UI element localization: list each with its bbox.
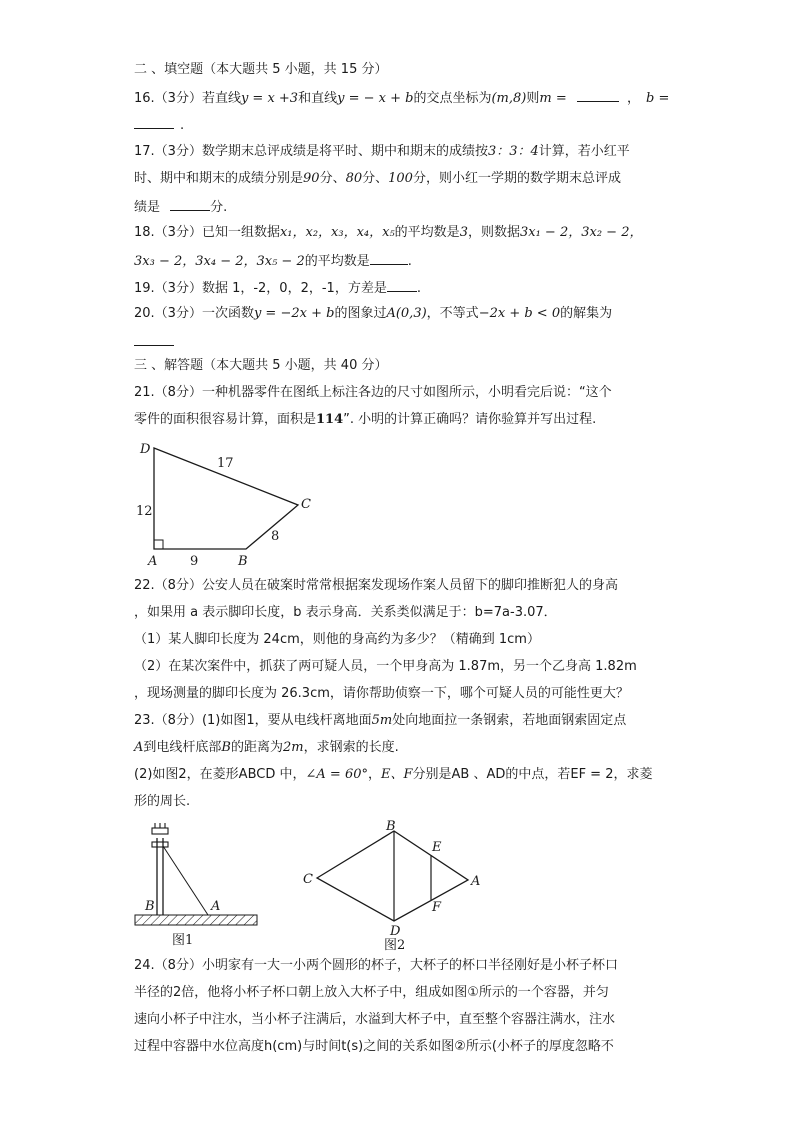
question-23-part2 (134, 767, 652, 783)
length-ab: 9 (190, 554, 199, 569)
figure-2-caption: 图2 (384, 938, 406, 953)
q20-text: 的解集为 (560, 306, 613, 321)
q16-text: 16.（3分）若直线 (134, 91, 241, 106)
q23-height: 5m (371, 713, 393, 728)
q17-text: 分. (210, 200, 228, 215)
q21-text: ”. 小明的计算正确吗？请你验算并写出过程. (343, 412, 597, 427)
q20-function: y = −2x + b (253, 306, 335, 321)
length-bc: 8 (271, 529, 280, 544)
question-17 (134, 144, 630, 160)
vertex-label-b: B (238, 554, 248, 569)
q16-m-label: m = (539, 91, 567, 106)
q23-text: 到电线杆底部 (143, 740, 222, 755)
q18-text: ，则数据 (467, 225, 520, 240)
q20-text: ，不等式 (426, 306, 479, 321)
question-22-part1: （1）某人脚印长度为 24cm，则他的身高约为多少？（精确到 1cm） (134, 632, 540, 647)
q17-text: 分、 (319, 171, 346, 186)
q18-transformed: 3x₁ − 2，3x₂ − 2， (519, 225, 643, 240)
q23-text: ， (367, 767, 381, 782)
right-angle-mark (154, 540, 163, 549)
ground-hatch (135, 915, 257, 925)
q21-area: 114 (316, 412, 344, 427)
question-22-part2: （2）在某次案件中，抓获了两可疑人员，一个甲身高为 1.87m，另一个乙身高 1.82m (134, 659, 637, 674)
q20-text: 20.（3分）一次函数 (134, 306, 254, 321)
q16-line2-eq: y = − x + b (337, 91, 414, 106)
question-24-line4: 过程中容器中水位高度h(cm)与时间t(s)之间的关系如图②所示(小杯子的厚度忽略不 (134, 1039, 614, 1054)
q17-text: 计算，若小红平 (538, 144, 630, 159)
question-21: 21.（8分）一种机器零件在图纸上标注各边的尺寸如图所示，小明看完后说：“这个 (134, 385, 612, 400)
question-17-line3 (134, 198, 227, 216)
figure-q21-quadrilateral (130, 436, 320, 572)
q17-text: 分、 (362, 171, 389, 186)
fig2-label-c: C (303, 872, 313, 887)
q20-point: A(0,3) (386, 306, 427, 321)
question-20-cont (134, 333, 174, 351)
answer-blank-q18[interactable] (370, 252, 408, 265)
q16-text: 和直线 (298, 91, 338, 106)
fig2-label-a: A (471, 874, 481, 889)
question-20 (134, 306, 612, 322)
crossarm-bottom (152, 842, 168, 847)
answer-blank-q20[interactable] (134, 333, 174, 346)
fig2-label-b: B (386, 819, 396, 834)
crossarm-top (152, 828, 168, 834)
question-23-line2 (134, 740, 399, 756)
q23-points-ef: E、F (381, 767, 413, 782)
section-heading-solve: 三 、解答题（本大题共 5 小题，共 40 分） (134, 358, 388, 373)
length-da: 12 (136, 504, 153, 519)
q18-transformed: 3x₃ − 2，3x₄ − 2，3x₅ − 2 (134, 254, 305, 269)
question-21-line2 (134, 412, 596, 428)
question-24-line3: 速向小杯子中注水，当小杯子注满后，水溢到大杯子中，直至整个容器注满水，注水 (134, 1012, 616, 1027)
q16-text: 则 (526, 91, 540, 106)
q23-text: 分别是AB 、AD的中点，若EF = 2，求菱 (412, 767, 653, 782)
q18-data: x₁，x₂，x₃，x₄，x₅ (279, 225, 395, 240)
question-17-line2 (134, 171, 621, 187)
q16-text: 的交点坐标为 (413, 91, 492, 106)
question-18-line2 (134, 252, 412, 270)
q21-text: 零件的面积很容易计算，面积是 (134, 412, 317, 427)
q17-score: 80 (345, 171, 363, 186)
q17-text: 分，则小红一学期的数学期末总评成 (412, 171, 621, 186)
q18-text: 的平均数是 (304, 254, 370, 269)
q20-inequality: −2x + b < 0 (478, 306, 561, 321)
figure-1-caption: 图1 (172, 933, 194, 948)
q23-angle: ∠A = 60° (305, 767, 368, 782)
q16-b-label: b = (646, 91, 670, 106)
q23-point-a: A (134, 740, 144, 755)
q16-text: . (180, 118, 185, 133)
question-16 (134, 89, 669, 107)
q17-score: 100 (388, 171, 413, 186)
question-23-line4: 形的周长. (134, 794, 191, 809)
question-24: 24.（8分）小明家有一大一小两个圆形的杯子，大杯子的杯口半径刚好是小杯子杯口 (134, 958, 618, 973)
q17-ratio: 3：3：4 (487, 144, 539, 159)
steel-cable (163, 846, 208, 915)
question-22-line2: ，如果用 a 表示脚印长度，b 表示身高．关系类似满足于：b=7a-3.07． (134, 605, 557, 620)
q16-text: ， (627, 91, 641, 106)
length-dc: 17 (217, 456, 234, 471)
q23-text: (2)如图2，在菱形ABCD 中， (134, 767, 306, 782)
vertex-label-a: A (148, 554, 158, 569)
answer-blank-m[interactable] (577, 89, 619, 102)
q23-text: ，求钢索的长度. (303, 740, 399, 755)
answer-blank-b[interactable] (134, 116, 174, 129)
question-19 (134, 279, 421, 297)
q23-point-b: B (221, 740, 231, 755)
question-22-line5: ，现场测量的脚印长度为 26.3cm，请你帮助侦察一下，哪个可疑人员的可能性更大？ (134, 686, 629, 701)
question-24-line2: 半径的2倍，他将小杯子杯口朝上放入大杯子中，组成如图①所示的一个容器，并匀 (134, 985, 609, 1000)
q20-text: 的图象过 (334, 306, 387, 321)
q19-text: 19.（3分）数据 1，-2，0，2，-1，方差是 (134, 281, 387, 296)
figure-1-utility-pole (130, 818, 265, 954)
q18-text: 18.（3分）已知一组数据 (134, 225, 280, 240)
answer-blank-q17[interactable] (170, 198, 210, 211)
vertex-label-c: C (301, 497, 311, 512)
q17-text: 绩是 (134, 200, 161, 215)
q17-text: 17.（3分）数学期末总评成绩是将平时、期中和期末的成绩按 (134, 144, 488, 159)
q16-point: (m,8) (491, 91, 527, 106)
q23-text: 的距离为 (230, 740, 283, 755)
question-16-cont (134, 116, 184, 134)
q23-text: 处向地面拉一条钢索，若地面钢索固定点 (392, 713, 627, 728)
section-heading-fill-blank: 二 、填空题（本大题共 5 小题，共 15 分） (134, 62, 388, 77)
question-23 (134, 713, 626, 729)
fig1-label-a: A (211, 899, 221, 914)
q17-text: 时、期中和期末的成绩分别是 (134, 171, 304, 186)
question-22: 22.（8分）公安人员在破案时常常根据案发现场作案人员留下的脚印推断犯人的身高 (134, 578, 618, 593)
q19-text: . (416, 281, 421, 296)
answer-blank-q19[interactable] (387, 279, 417, 292)
q16-line1-eq: y = x +3 (240, 91, 299, 106)
fig2-label-e: E (432, 840, 442, 855)
fig2-label-f: F (432, 900, 442, 915)
q18-mean: 3 (459, 225, 468, 240)
figure-2-rhombus (300, 818, 500, 954)
q17-score: 90 (303, 171, 320, 186)
q23-distance: 2m (282, 740, 304, 755)
q18-text: 的平均数是 (394, 225, 460, 240)
q23-text: 23.（8分）(1)如图1，要从电线杆离地面 (134, 713, 372, 728)
fig2-label-d: D (390, 924, 401, 939)
question-18 (134, 225, 642, 241)
vertex-label-d: D (140, 442, 151, 457)
rhombus-abcd (317, 831, 468, 921)
q18-text: . (407, 254, 412, 269)
fig1-label-b: B (145, 899, 155, 914)
